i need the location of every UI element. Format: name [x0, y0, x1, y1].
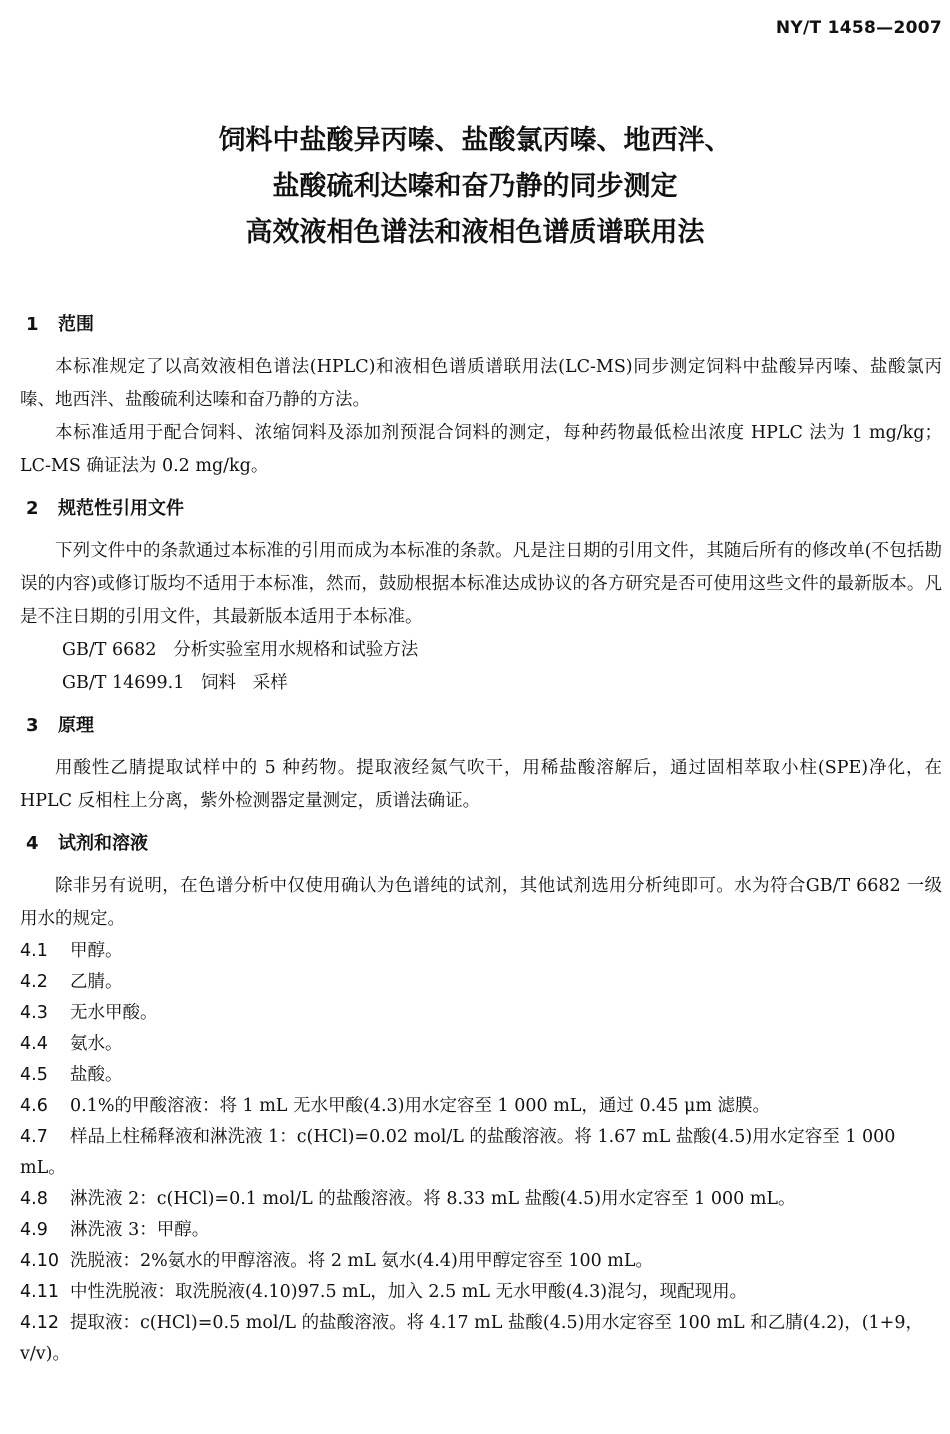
reagent-item: [20, 967, 942, 998]
paragraph: 本标准规定了以高效液相色谱法(HPLC)和液相色谱质谱联用法(LC-MS)同步测定饲料中盐酸异丙嗪、盐酸氯丙嗪、地西泮、盐酸硫利达嗪和奋乃静的方法。: [20, 357, 942, 410]
reagent-item: [20, 998, 942, 1029]
section-title: 范围: [58, 314, 94, 335]
section-heading: [20, 708, 942, 752]
section-number: 4: [26, 833, 39, 854]
item-number: 4.1: [20, 941, 48, 961]
title-line: 高效液相色谱法和液相色谱质谱联用法: [245, 217, 705, 248]
reference-entry: GB/T 6682 分析实验室用水规格和试验方法: [62, 640, 419, 660]
item-number: 4.2: [20, 972, 48, 992]
section-title: 原理: [58, 715, 94, 736]
title-line: 盐酸硫利达嗪和奋乃静的同步测定: [272, 171, 678, 202]
paragraph: 用酸性乙腈提取试样中的 5 种药物。提取液经氮气吹干，用稀盐酸溶解后，通过固相萃取小柱(SPE)净化，在 HPLC 反相柱上分离，紫外检测器定量测定，质谱法确证。: [20, 758, 942, 811]
reagent-item: [20, 1184, 942, 1215]
item-number: 4.3: [20, 1003, 48, 1023]
item-text: 盐酸。: [70, 1065, 123, 1085]
item-text: 提取液：c(HCl)=0.5 mol/L 的盐酸溶液。将 4.17 mL 盐酸(4.5)用水定容至 100 mL 和乙腈(4.2)，(1+9，v/v)。: [20, 1313, 923, 1364]
item-text: 0.1%的甲酸溶液：将 1 mL 无水甲酸(4.3)用水定容至 1 000 mL，通过 0.45 μm 滤膜。: [70, 1096, 771, 1116]
item-number: 4.8: [20, 1189, 48, 1209]
item-text: 样品上柱稀释液和淋洗液 1：c(HCl)=0.02 mol/L 的盐酸溶液。将 1.67 mL 盐酸(4.5)用水定容至 1 000 mL。: [20, 1127, 896, 1178]
reagent-item: [20, 1308, 942, 1370]
item-text: 氨水。: [70, 1034, 123, 1054]
title-line: 饲料中盐酸异丙嗪、盐酸氯丙嗪、地西泮、: [218, 125, 732, 156]
reagent-item: [20, 1246, 942, 1277]
item-number: 4.12: [20, 1313, 59, 1333]
item-text: 中性洗脱液：取洗脱液(4.10)97.5 mL，加入 2.5 mL 无水甲酸(4.3)混匀，现配现用。: [70, 1282, 748, 1302]
item-text: 无水甲酸。: [70, 1003, 158, 1023]
reagent-item: [20, 1277, 942, 1308]
item-number: 4.9: [20, 1220, 48, 1240]
item-number: 4.5: [20, 1065, 48, 1085]
item-number: 4.10: [20, 1251, 59, 1271]
standard-code: NY/T 1458—2007: [775, 18, 942, 38]
reagent-item: [20, 1215, 942, 1246]
reagent-item: [20, 1029, 942, 1060]
document-body: [20, 307, 942, 1370]
section-title: 试剂和溶液: [58, 833, 148, 854]
item-number: 4.7: [20, 1127, 48, 1147]
item-text: 洗脱液：2%氨水的甲醇溶液。将 2 mL 氨水(4.4)用甲醇定容至 100 mL。: [70, 1251, 654, 1271]
reagent-item: [20, 1060, 942, 1091]
reagent-item: [20, 1091, 942, 1122]
section-title: 规范性引用文件: [58, 498, 184, 519]
item-text: 淋洗液 2：c(HCl)=0.1 mol/L 的盐酸溶液。将 8.33 mL 盐酸(4.5)用水定容至 1 000 mL。: [70, 1189, 796, 1209]
section-number: 2: [26, 498, 39, 519]
paragraph: 下列文件中的条款通过本标准的引用而成为本标准的条款。凡是注日期的引用文件，其随后所有的修改单(不包括勘误的内容)或修订版均不适用于本标准，然而，鼓励根据本标准达成协议的各方研究是否可使用这些文件的最新版本。凡是不注日期的引用文件，其最新版本适用于本标准。: [20, 541, 942, 627]
section-heading: [20, 307, 942, 351]
document-title: [0, 118, 950, 256]
item-text: 甲醇。: [70, 941, 123, 961]
section-heading: [20, 491, 942, 535]
reagent-item: [20, 936, 942, 967]
reagent-item: [20, 1122, 942, 1184]
item-number: 4.6: [20, 1096, 48, 1116]
item-text: 乙腈。: [70, 972, 123, 992]
item-number: 4.4: [20, 1034, 48, 1054]
paragraph: 本标准适用于配合饲料、浓缩饲料及添加剂预混合饲料的测定，每种药物最低检出浓度 HPLC 法为 1 mg/kg；LC-MS 确证法为 0.2 mg/kg。: [20, 423, 942, 476]
section-number: 3: [26, 715, 39, 736]
section-number: 1: [26, 314, 39, 335]
item-text: 淋洗液 3：甲醇。: [70, 1220, 210, 1240]
section-heading: [20, 826, 942, 870]
item-number: 4.11: [20, 1282, 59, 1302]
reference-entry: GB/T 14699.1 饲料 采样: [62, 673, 288, 693]
paragraph: 除非另有说明，在色谱分析中仅使用确认为色谱纯的试剂，其他试剂选用分析纯即可。水为符合GB/T 6682 一级用水的规定。: [20, 876, 942, 929]
